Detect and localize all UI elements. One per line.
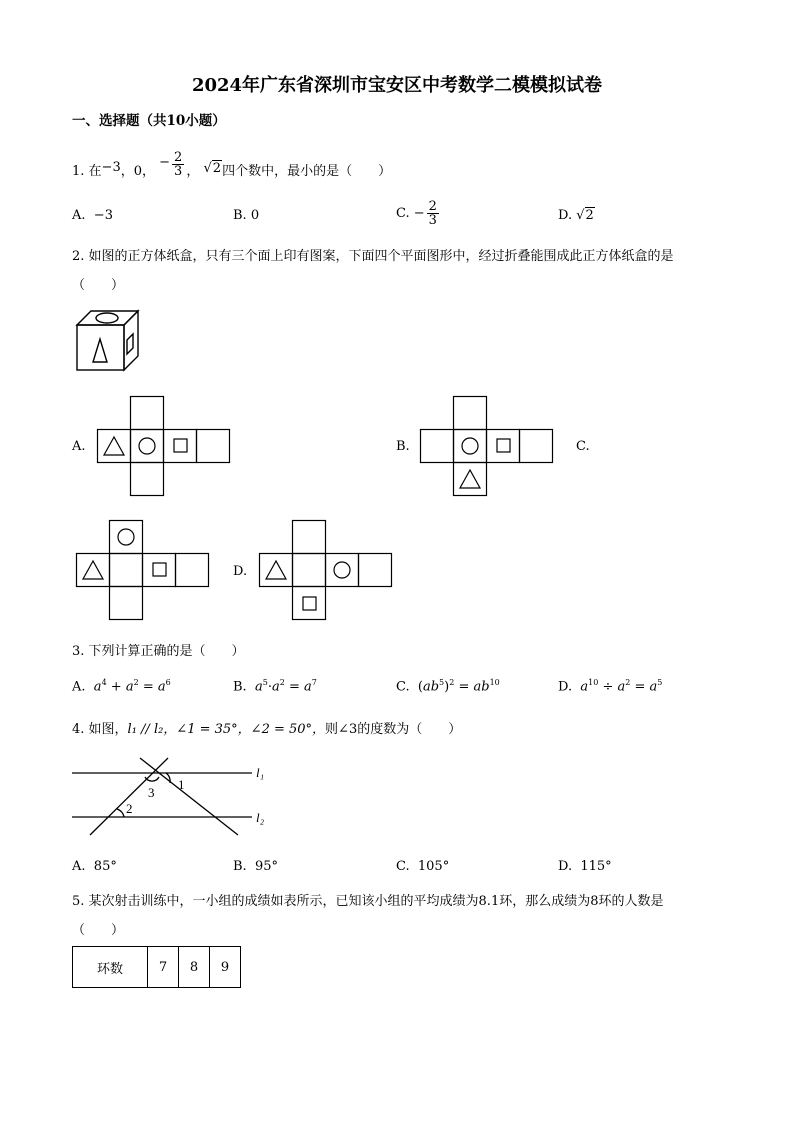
table-header-cell: 环数 bbox=[73, 947, 148, 988]
section-heading: 一、选择题（共10小题） bbox=[72, 113, 226, 129]
q3-option-a: A. $a^4 + a^2 = a^6$ bbox=[72, 678, 171, 695]
option-label: D. bbox=[558, 679, 573, 695]
q2-option-a-label: A. bbox=[72, 439, 86, 454]
triangle-pattern bbox=[93, 339, 107, 362]
circle-pattern bbox=[118, 529, 134, 545]
option-fraction bbox=[427, 200, 439, 227]
q1-frac-den: 3 bbox=[174, 164, 183, 179]
label-angle-2: 2 bbox=[126, 801, 133, 816]
question-1 bbox=[72, 150, 392, 185]
q1-frac-num: 2 bbox=[174, 150, 183, 165]
cube-front-face bbox=[77, 325, 124, 370]
option-label: B. bbox=[233, 208, 247, 223]
circle-pattern bbox=[96, 313, 118, 323]
option-label: D. bbox=[558, 208, 573, 223]
table-cell: 8 bbox=[179, 947, 210, 988]
option-label: C. bbox=[396, 859, 410, 874]
label-angle-3: 3 bbox=[148, 785, 155, 800]
option-label: C. bbox=[396, 679, 410, 695]
q4-option-c bbox=[396, 859, 449, 874]
angle-3-arc bbox=[145, 777, 159, 781]
q1-sqrt-value: 2 bbox=[212, 161, 222, 176]
q1-option-a bbox=[72, 208, 113, 223]
square-pattern bbox=[153, 563, 166, 576]
q4-text-pre: 4. 如图， bbox=[72, 722, 128, 737]
question-4 bbox=[72, 718, 461, 737]
option-text: 115° bbox=[580, 859, 612, 874]
circle-pattern bbox=[334, 562, 350, 578]
q3-option-b: B. $a^5\cdot a^2 = a^7$ bbox=[233, 678, 317, 695]
option-text: 85° bbox=[93, 859, 117, 874]
question-2: 2. 如图的正方体纸盒，只有三个面上印有图案，下面四个平面图形中，经过折叠能围成此正方体纸盒的是 bbox=[72, 249, 674, 264]
q4-text-post: 则∠3的度数为（ ） bbox=[325, 722, 462, 737]
option-text: −3 bbox=[93, 208, 113, 223]
triangle-pattern bbox=[266, 561, 286, 579]
label-l2: l₂ bbox=[256, 810, 265, 825]
q5-paren: （ ） bbox=[72, 923, 125, 938]
square-pattern bbox=[497, 439, 510, 452]
angle-2-arc bbox=[117, 809, 124, 817]
option-label: A. bbox=[72, 859, 86, 874]
q1-option-c bbox=[396, 200, 441, 227]
q4-option-b bbox=[233, 859, 278, 874]
q1-sep2: ， bbox=[186, 164, 200, 179]
option-sign: − bbox=[413, 206, 425, 221]
q2-option-d-label: D. bbox=[233, 564, 248, 579]
q1-option-d bbox=[558, 208, 595, 223]
table-cell: 9 bbox=[210, 947, 241, 988]
option-label: C. bbox=[396, 206, 410, 221]
q4-condition: l₁ // l₂，∠1 = 35°，∠2 = 50°， bbox=[127, 722, 326, 737]
frac-num: 2 bbox=[428, 199, 437, 214]
cube-side-face bbox=[124, 311, 138, 370]
parallel-lines-figure bbox=[70, 755, 280, 840]
page-title: 2024年广东省深圳市宝安区中考数学二模模拟试卷 bbox=[191, 75, 603, 96]
frac-den: 3 bbox=[428, 213, 437, 228]
circle-pattern bbox=[139, 438, 155, 454]
option-label: B. bbox=[233, 679, 247, 695]
q1-num1: −3 bbox=[101, 160, 121, 175]
square-pattern bbox=[303, 597, 316, 610]
net-option-a bbox=[97, 396, 232, 496]
circle-pattern bbox=[462, 438, 478, 454]
option-text: 95° bbox=[254, 859, 278, 874]
net-option-c bbox=[76, 520, 211, 620]
triangle-pattern bbox=[83, 561, 103, 579]
triangle-pattern bbox=[460, 470, 480, 488]
q4-option-a bbox=[72, 859, 117, 874]
q1-frac-sign: − bbox=[159, 155, 171, 170]
option-text: 105° bbox=[417, 859, 450, 874]
sqrt-sign: √ bbox=[576, 208, 585, 223]
table-cell: 7 bbox=[148, 947, 179, 988]
score-table bbox=[72, 946, 241, 988]
transversal-left bbox=[90, 758, 168, 835]
net-option-b bbox=[420, 396, 555, 496]
table-row bbox=[73, 947, 241, 988]
option-label: A. bbox=[72, 208, 86, 223]
q1-suffix: 四个数中，最小的是（ ） bbox=[222, 164, 392, 179]
q1-fraction bbox=[172, 151, 184, 178]
q1-option-b bbox=[233, 208, 259, 223]
option-label: D. bbox=[558, 859, 573, 874]
angle-1-arc bbox=[166, 773, 170, 783]
option-label: A. bbox=[72, 679, 86, 695]
q1-sep1: ，0， bbox=[120, 164, 155, 179]
transversal-right bbox=[140, 758, 238, 835]
label-l1: l₁ bbox=[256, 765, 265, 780]
q1-prefix: 1. 在 bbox=[72, 164, 102, 179]
q2-option-b-label: B. bbox=[396, 439, 410, 454]
q3-option-d: D. $a^{10} \div a^2 = a^5$ bbox=[558, 678, 663, 695]
triangle-pattern bbox=[104, 437, 124, 455]
option-text: 0 bbox=[250, 208, 260, 223]
q1-sqrt-sign: √ bbox=[203, 161, 212, 176]
cube-figure bbox=[74, 308, 140, 374]
net-option-d bbox=[259, 520, 394, 620]
square-pattern bbox=[174, 439, 187, 452]
q2-paren: （ ） bbox=[72, 278, 125, 293]
label-angle-1: 1 bbox=[178, 777, 185, 792]
square-pattern bbox=[127, 334, 133, 354]
sqrt-value: 2 bbox=[585, 208, 594, 223]
option-label: B. bbox=[233, 859, 247, 874]
question-5: 5. 某次射击训练中，一小组的成绩如表所示，已知该小组的平均成绩为8.1环，那么成绩为8环的人数是 bbox=[72, 894, 664, 909]
q3-option-c: C. $(ab^5)^2 = ab^{10}$ bbox=[396, 678, 500, 695]
q2-option-c-label: C. bbox=[576, 439, 590, 454]
question-3: 3. 下列计算正确的是（ ） bbox=[72, 644, 245, 659]
q4-option-d bbox=[558, 859, 612, 874]
